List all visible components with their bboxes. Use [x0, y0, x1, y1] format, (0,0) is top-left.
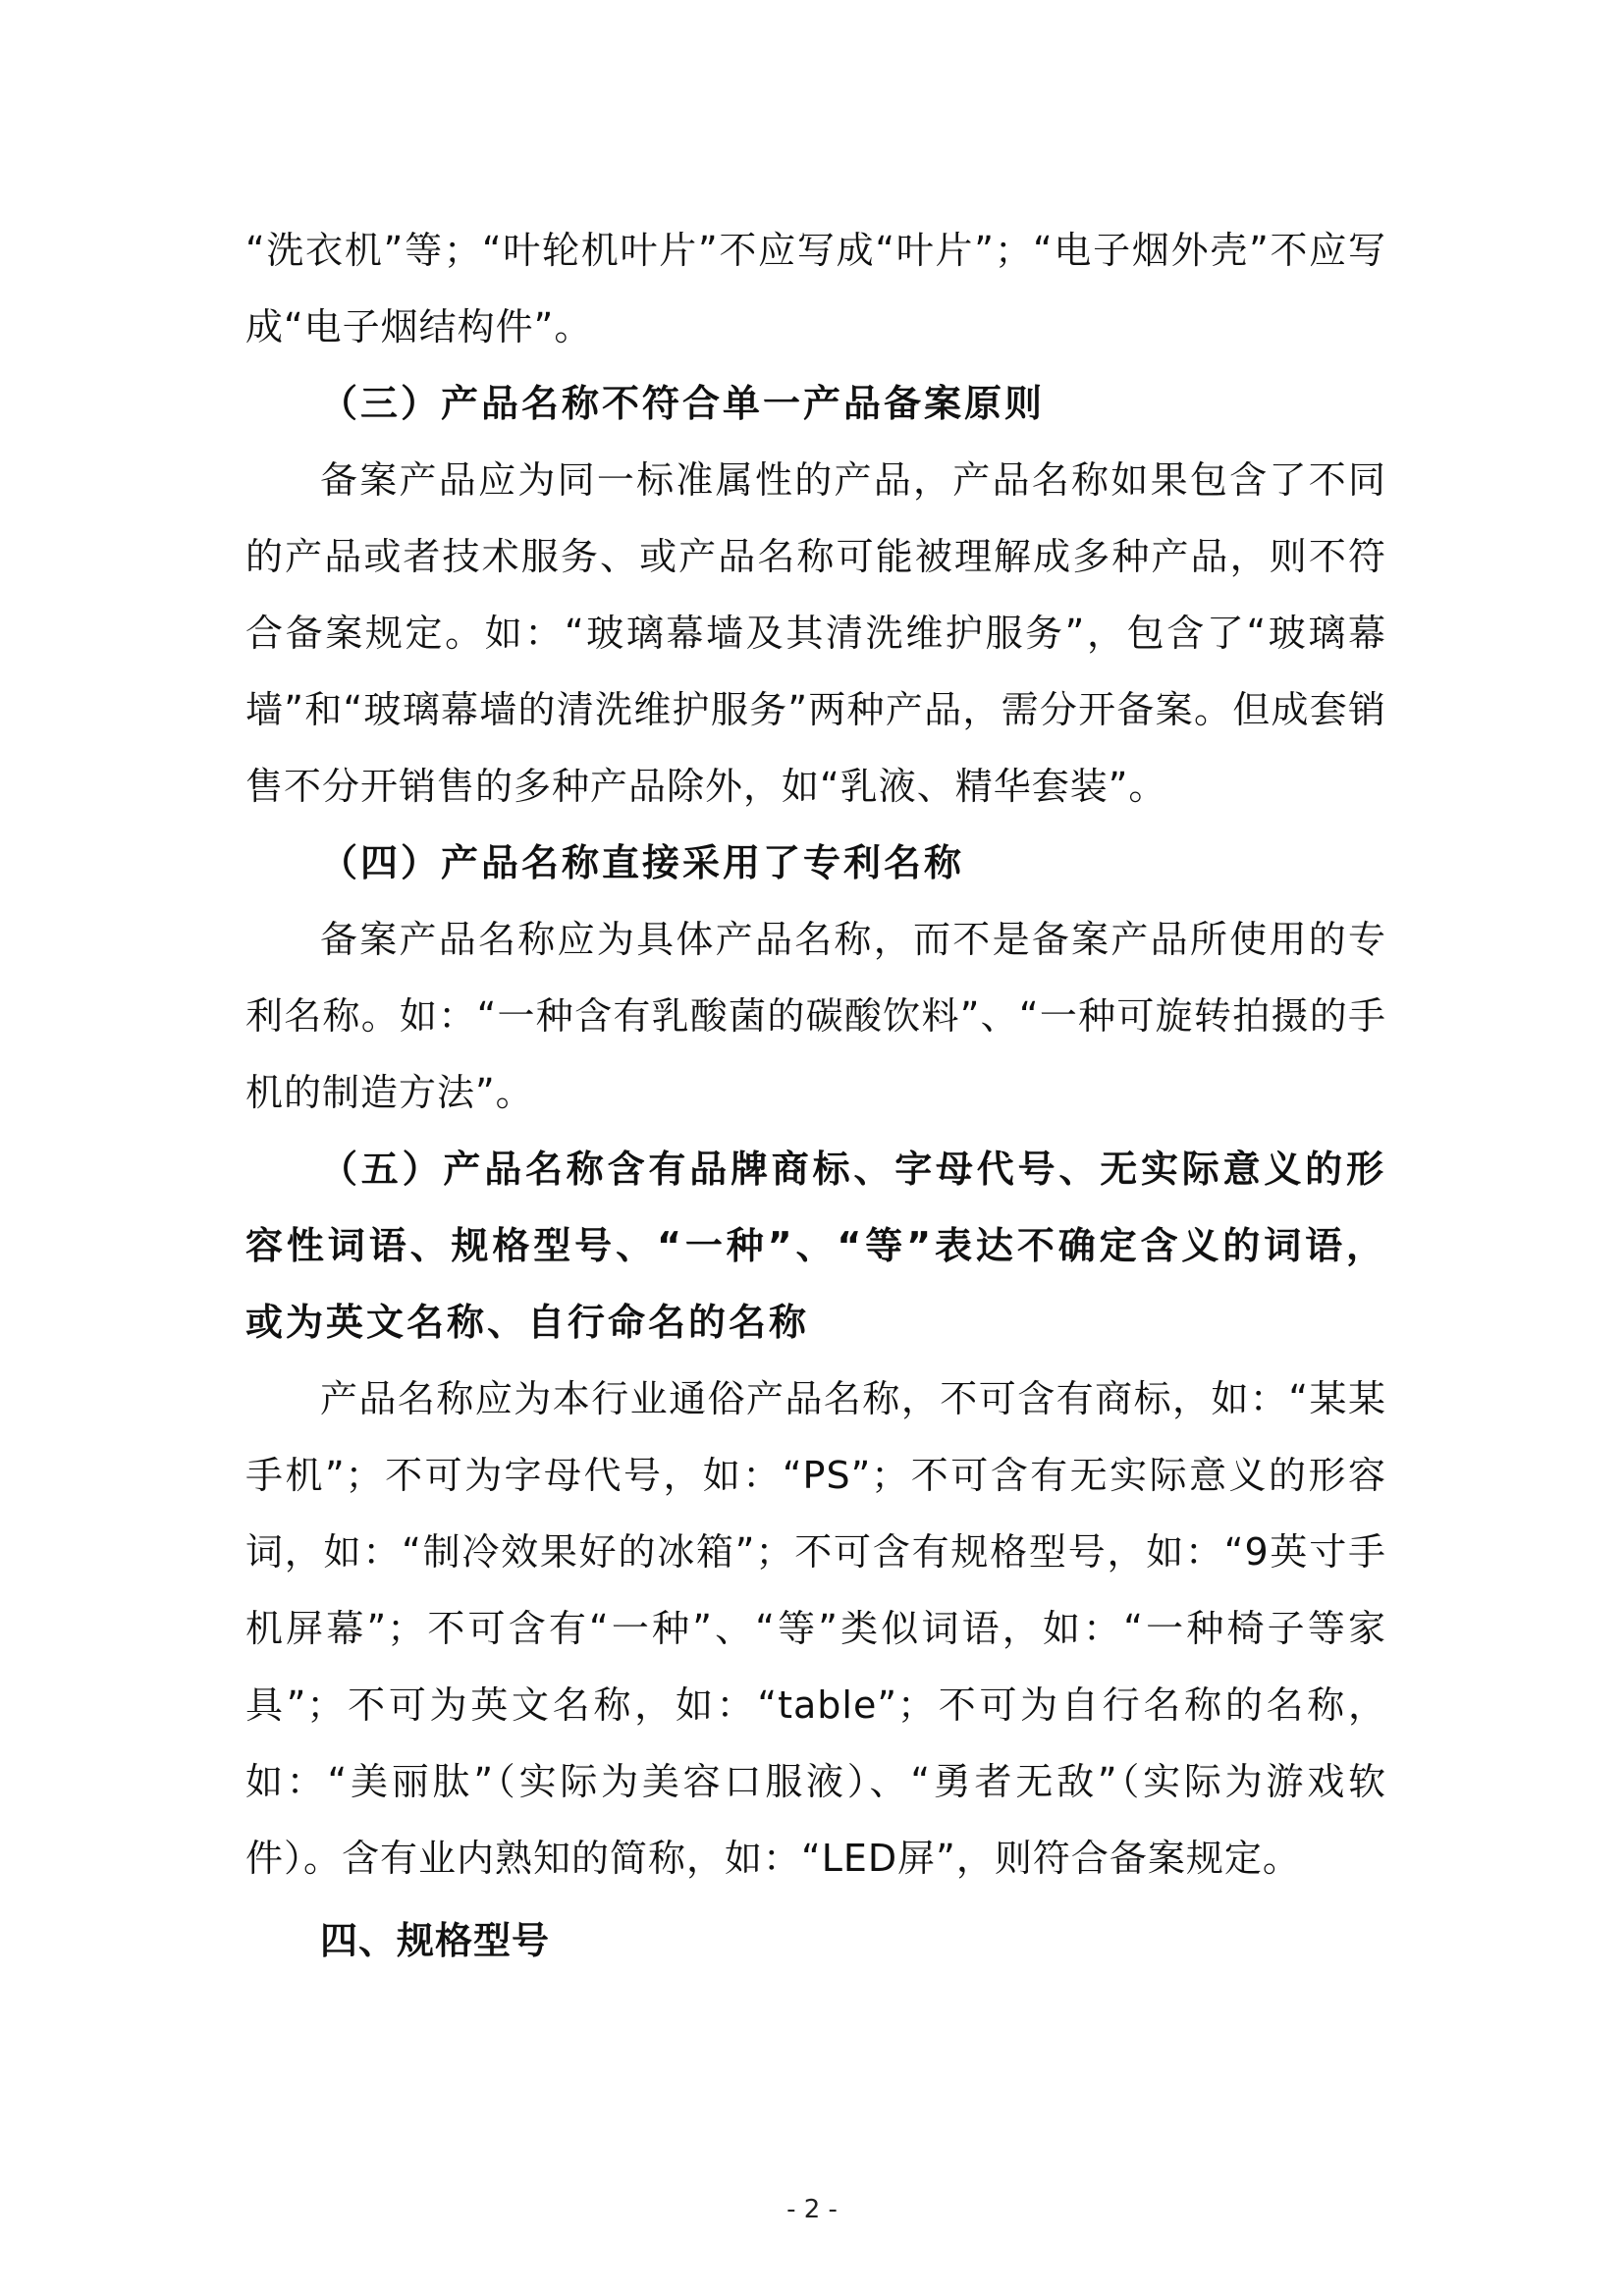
document-body: [245, 212, 1386, 1979]
heading-patent-name: （四）产品名称直接采用了专利名称: [320, 841, 965, 884]
paragraph-patent-name: 备案产品名称应为具体产品名称，而不是备案产品所使用的专利名称。如：“一种含有乳酸菌的碳酸饮料”、“一种可旋转拍摄的手机的制造方法”。: [245, 918, 1386, 1114]
heading-single-product-principle: （三）产品名称不符合单一产品备案原则: [320, 382, 1046, 425]
heading-brand-and-naming: （五）产品名称含有品牌商标、字母代号、无实际意义的形容性词语、规格型号、“一种”、“等”表达不确定含义的词语，或为英文名称、自行命名的名称: [245, 1148, 1386, 1344]
paragraph-single-product-principle: 备案产品应为同一标准属性的产品，产品名称如果包含了不同的产品或者技术服务、或产品名称可能被理解成多种产品，则不符合备案规定。如：“玻璃幕墙及其清洗维护服务”，包含了“玻璃幕墙”和“玻璃幕墙的清洗维护服务”两种产品，需分开备案。但成套销售不分开销售的多种产品除外，如“乳液、精华套装”。: [245, 458, 1386, 808]
paragraph-brand-and-naming: 产品名称应为本行业通俗产品名称，不可含有商标，如：“某某手机”；不可为字母代号，如：“PS”；不可含有无实际意义的形容词，如：“制冷效果好的冰箱”；不可含有规格型号，如：“9英寸手机屏幕”；不可含有“一种”、“等”类似词语，如：“一种椅子等家具”；不可为英文名称，如：“table”；不可为自行名称的名称，如：“美丽肽”（实际为美容口服液）、“勇者无敌”（实际为游戏软件）。含有业内熟知的简称，如：“LED屏”，则符合备案规定。: [245, 1377, 1386, 1880]
section-heading-specification: 四、规格型号: [320, 1919, 551, 1962]
page-number: - 2 -: [786, 2195, 838, 2224]
paragraph-continuation: “洗衣机”等；“叶轮机叶片”不应写成“叶片”；“电子烟外壳”不应写成“电子烟结构件”。: [245, 229, 1386, 348]
